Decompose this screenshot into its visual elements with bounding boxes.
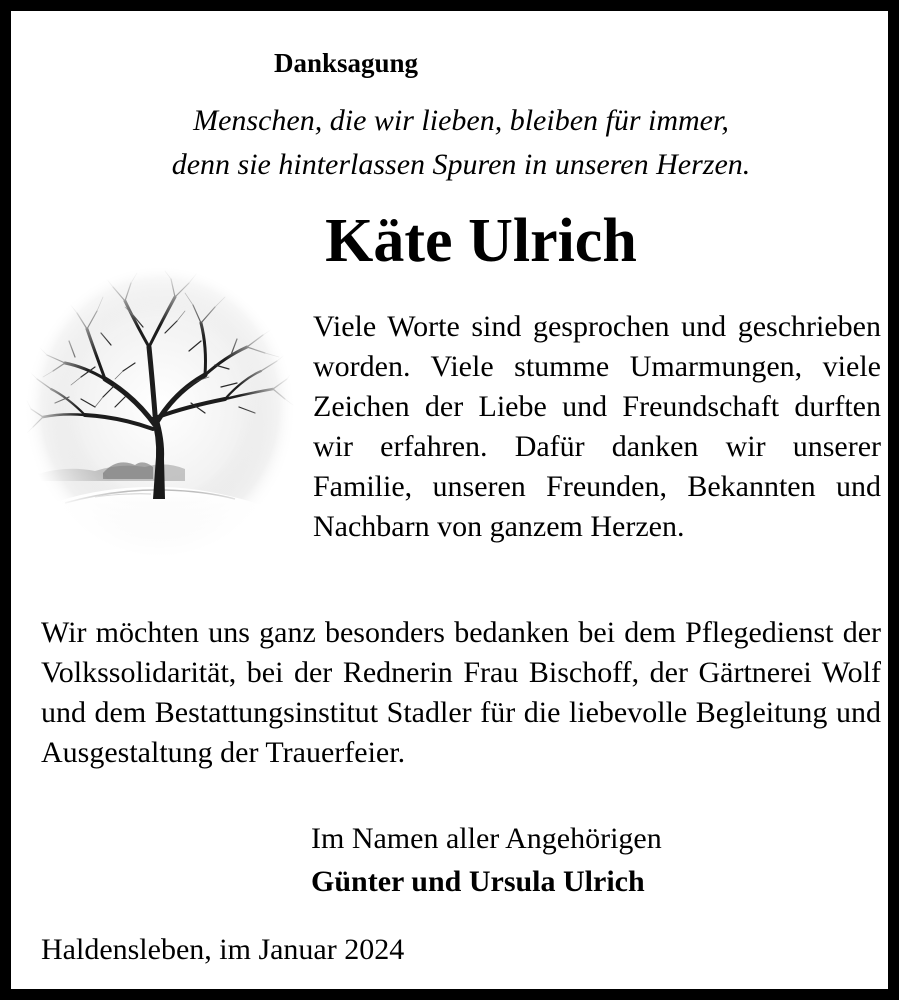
deceased-name: Käte Ulrich	[325, 207, 637, 275]
winter-tree-icon	[25, 267, 295, 557]
notice-heading: Danksagung	[273, 48, 419, 78]
place-and-date: Haldensleben, im Januar 2024	[41, 933, 405, 966]
signers-names: Günter und Ursula Ulrich	[311, 865, 645, 898]
thanks-paragraph-short: Viele Worte sind gesprochen und geschrieben worden. Viele stumme Umarmungen, viele Zeichen der Liebe und Freundschaft durften wir erfahren. Dafür danken wir unserer Familie, unseren Freunden, Bekannten und Nachbarn von ganzem Herzen.	[313, 310, 881, 543]
on-behalf-line: Im Namen aller Angehörigen	[311, 822, 662, 855]
motto-line-2: denn sie hinterlassen Spuren in unseren Herzen.	[171, 148, 751, 181]
thanks-paragraph-long: Wir möchten uns ganz besonders bedanken bei dem Pflegedienst der Volkssolidarität, bei der Rednerin Frau Bischoff, der Gärtnerei Wolf und dem Bestattungsinstitut Stadler für die liebevolle Begleitung und Ausgestaltung der Trauerfeier.	[41, 616, 881, 769]
motto-line-1: Menschen, die wir lieben, bleiben für immer,	[193, 104, 729, 137]
motto-quote	[51, 99, 871, 187]
